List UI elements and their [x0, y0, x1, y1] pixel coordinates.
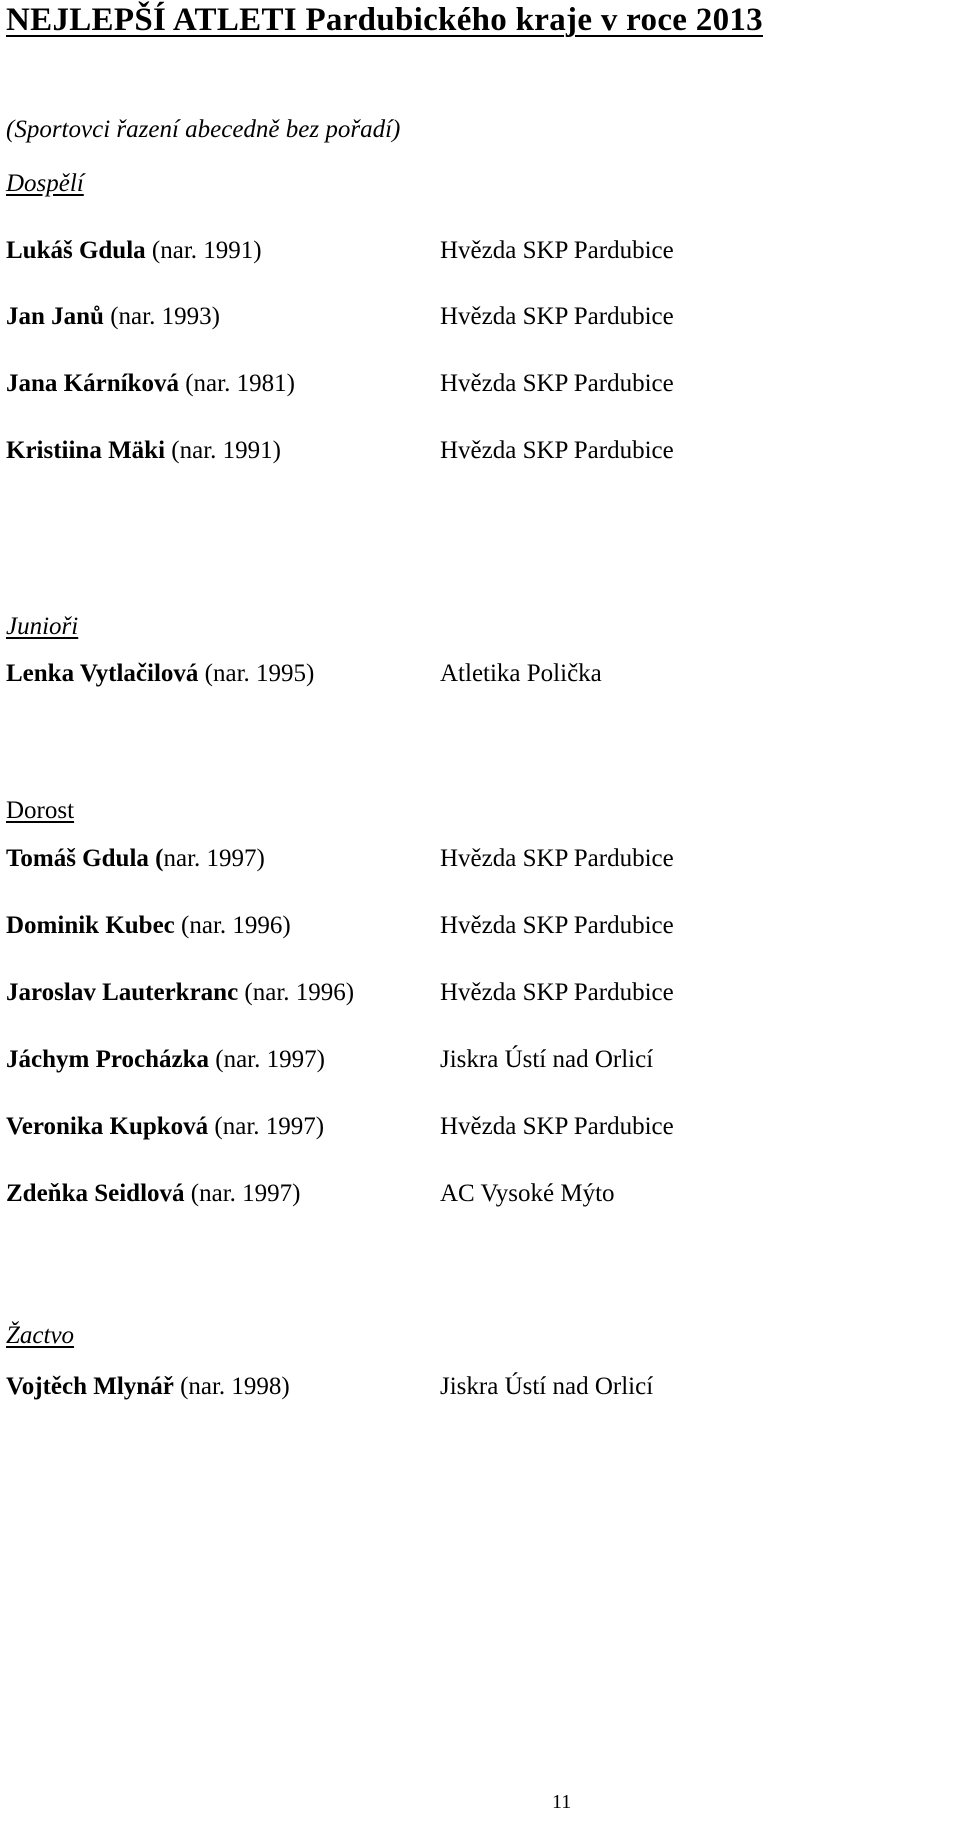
athlete-born: (nar. 1996): [238, 979, 355, 1006]
sorting-note: (Sportovci řazení abecedně bez pořadí): [6, 116, 401, 143]
athlete-club: Hvězda SKP Pardubice: [440, 912, 674, 939]
athlete-club: Hvězda SKP Pardubice: [440, 303, 674, 330]
athlete-name-born: [6, 1113, 324, 1141]
athlete-name: Vojtěch Mlynář: [6, 1373, 174, 1400]
athlete-born: (nar. 1991): [165, 437, 281, 464]
athlete-name-born: [6, 1046, 325, 1074]
page-number: 11: [552, 1791, 572, 1813]
athlete-club: Hvězda SKP Pardubice: [440, 437, 674, 464]
athlete-name-born: [6, 1180, 300, 1208]
athlete-name: Veronika Kupková: [6, 1113, 209, 1140]
athlete-name-born: [6, 912, 291, 940]
athlete-club: AC Vysoké Mýto: [440, 1180, 615, 1207]
athlete-name-born: [6, 845, 265, 873]
athlete-name: Lenka Vytlačilová: [6, 660, 199, 687]
athlete-row: [6, 912, 946, 946]
athlete-row: [6, 1180, 946, 1214]
athlete-name: Lukáš Gdula: [6, 237, 146, 264]
section-heading-juniori: Junioři: [6, 613, 79, 640]
section-heading-dospeli: Dospělí: [6, 170, 84, 197]
athlete-name-born: [6, 1373, 290, 1401]
athlete-club: Atletika Polička: [440, 660, 602, 687]
athlete-name: Jaroslav Lauterkranc: [6, 979, 239, 1006]
athlete-row: [6, 303, 946, 337]
athlete-club: Hvězda SKP Pardubice: [440, 979, 674, 1006]
athlete-born: (nar. 1996): [174, 912, 291, 939]
athlete-born: (nar. 1993): [103, 303, 220, 330]
athlete-row: [6, 1373, 946, 1407]
athlete-name: Kristiina Mäki: [6, 437, 166, 464]
athlete-name: Dominik Kubec: [6, 912, 175, 939]
athlete-row: [6, 1113, 946, 1147]
athlete-born: (nar. 1995): [198, 660, 315, 687]
athlete-club: Hvězda SKP Pardubice: [440, 845, 674, 872]
athlete-row: [6, 660, 946, 694]
athlete-name-born: [6, 237, 262, 265]
page-title: NEJLEPŠÍ ATLETI Pardubického kraje v roce 2013: [6, 2, 763, 38]
athlete-row: [6, 845, 946, 879]
athlete-club: Hvězda SKP Pardubice: [440, 237, 674, 264]
athlete-club: Hvězda SKP Pardubice: [440, 1113, 674, 1140]
athlete-name: Jáchym Procházka: [6, 1046, 209, 1073]
athlete-name-born: [6, 979, 354, 1007]
athlete-name: Zdeňka Seidlová: [6, 1180, 185, 1207]
athlete-row: [6, 237, 946, 271]
athlete-row: [6, 1046, 946, 1080]
athlete-name-born: [6, 370, 295, 398]
athlete-row: [6, 370, 946, 404]
athlete-born: (nar. 1997): [209, 1046, 325, 1073]
athlete-name-born: [6, 437, 281, 465]
athlete-born: (nar. 1997): [184, 1180, 301, 1207]
athlete-name-born: [6, 660, 314, 688]
athlete-born: (nar. 1991): [145, 237, 262, 264]
athlete-name: Tomáš Gdula (: [6, 845, 164, 872]
athlete-name: Jan Janů: [6, 303, 104, 330]
athlete-club: Jiskra Ústí nad Orlicí: [440, 1373, 654, 1400]
athlete-born: (nar. 1997): [208, 1113, 325, 1140]
section-heading-dorost: Dorost: [6, 797, 75, 824]
athlete-club: Jiskra Ústí nad Orlicí: [440, 1046, 654, 1073]
athlete-row: [6, 979, 946, 1013]
athlete-born: (nar. 1981): [178, 370, 295, 397]
athlete-born: nar. 1997): [163, 845, 265, 872]
athlete-club: Hvězda SKP Pardubice: [440, 370, 674, 397]
athlete-row: [6, 437, 946, 471]
athlete-born: (nar. 1998): [173, 1373, 290, 1400]
section-heading-zactvo: Žactvo: [6, 1322, 75, 1349]
athlete-name-born: [6, 303, 220, 331]
athlete-name: Jana Kárníková: [6, 370, 179, 397]
